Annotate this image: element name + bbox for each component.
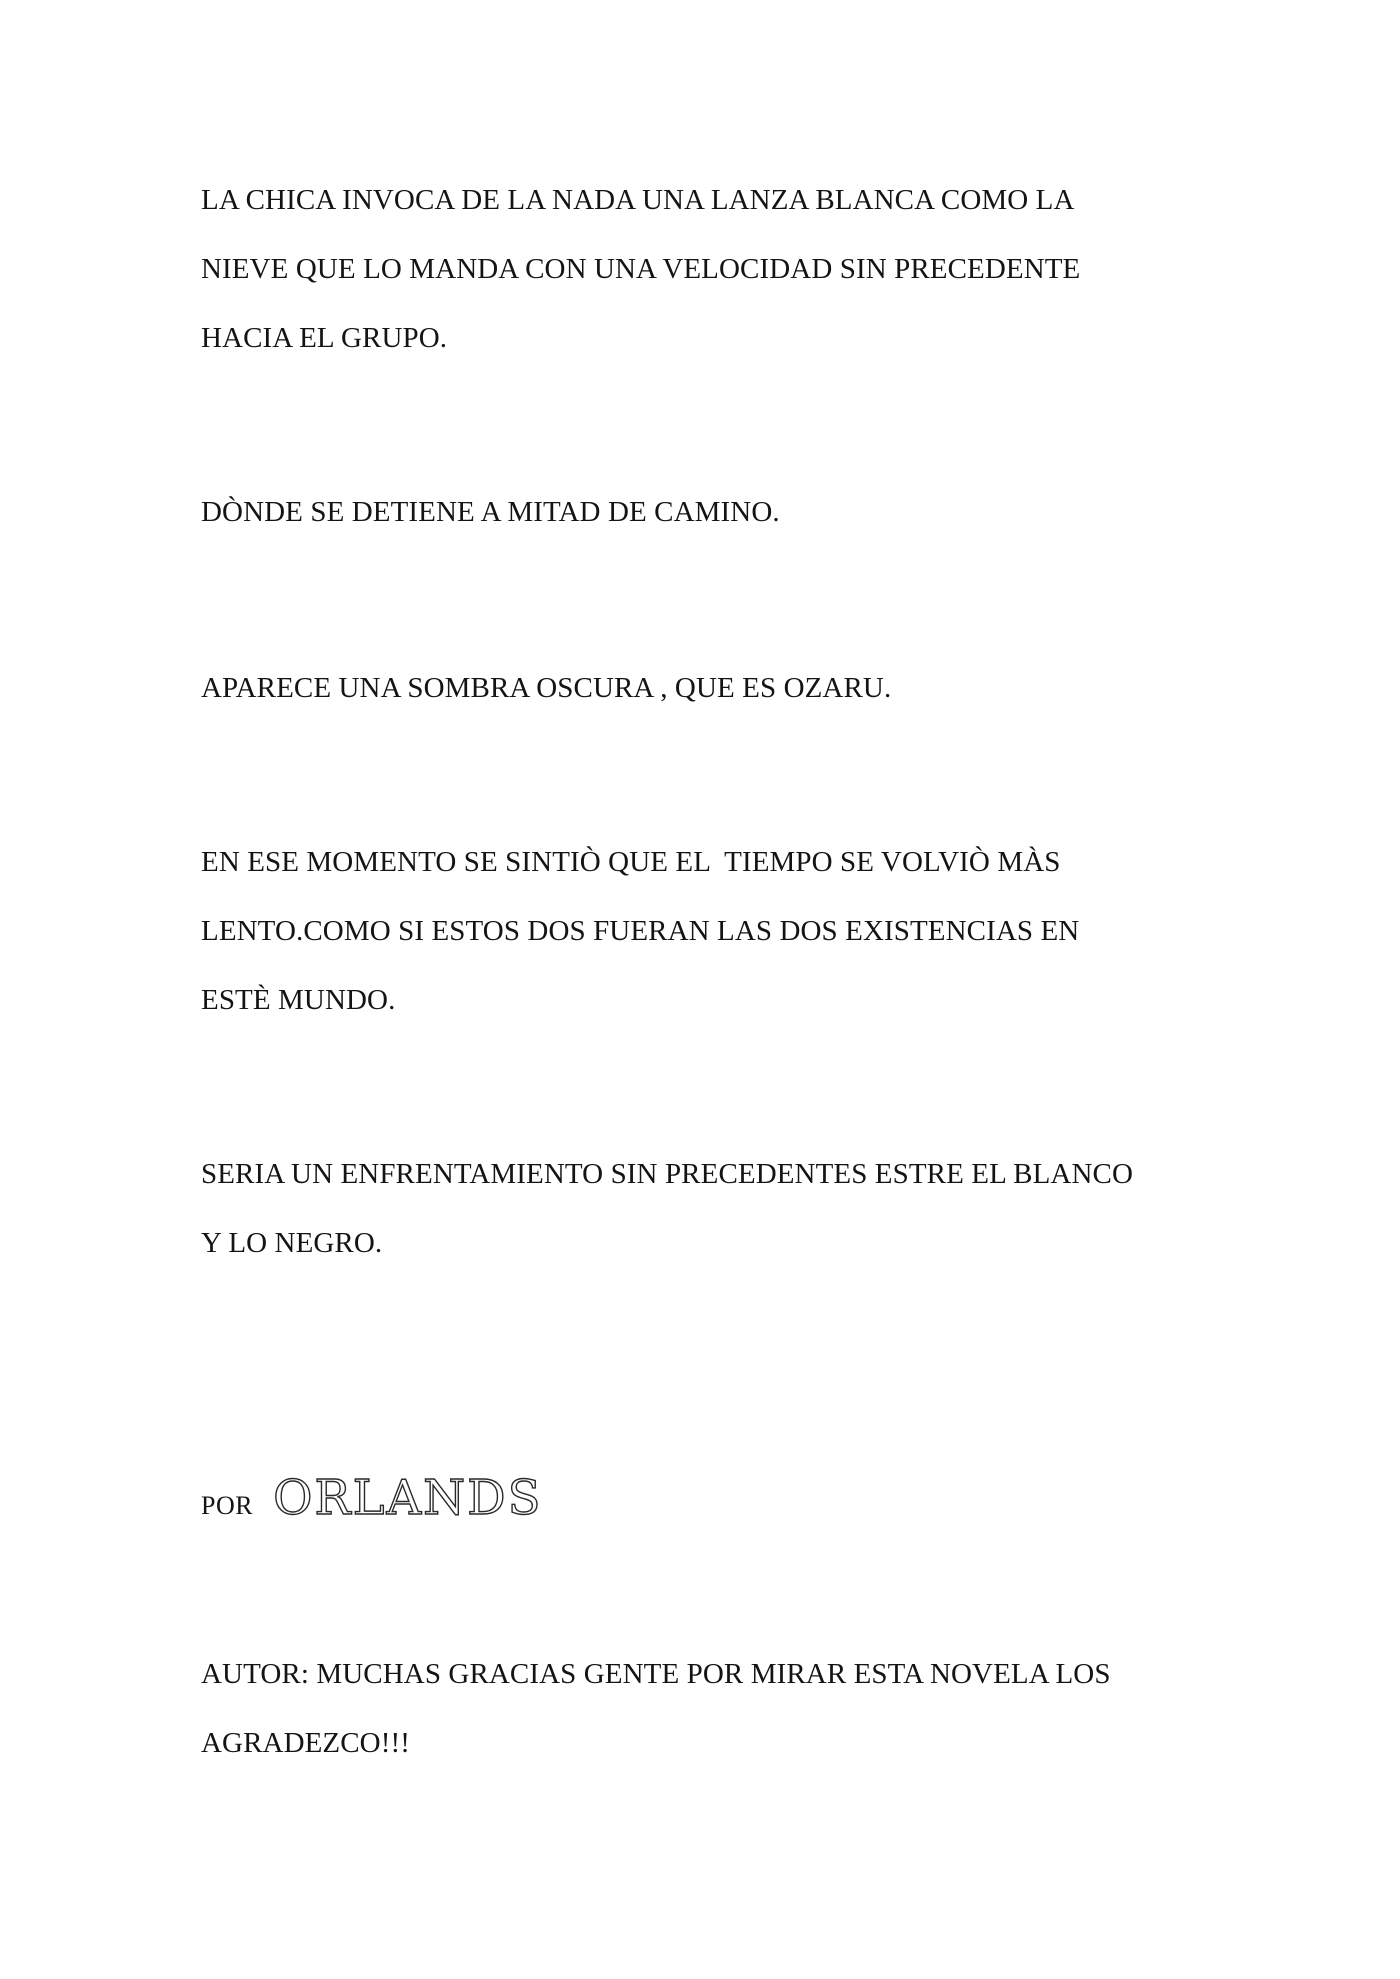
- paragraph-lance-summoned: [201, 166, 1261, 373]
- text-line: LENTO.COMO SI ESTOS DOS FUERAN LAS DOS EXISTENCIAS EN: [201, 915, 1080, 947]
- signature-name: ORLANDS: [273, 1470, 543, 1526]
- paragraph-dark-shadow: [201, 654, 1261, 723]
- text-line: AUTOR: MUCHAS GRACIAS GENTE POR MIRAR ESTA NOVELA LOS: [201, 1658, 1111, 1690]
- text-line: EN ESE MOMENTO SE SINTIÒ QUE EL TIEMPO SE VOLVIÒ MÀS: [201, 846, 1061, 878]
- paragraph-lance-stops: [201, 478, 1261, 547]
- text-line: LA CHICA INVOCA DE LA NADA UNA LANZA BLANCA COMO LA: [201, 184, 1075, 216]
- text-line: Y LO NEGRO.: [201, 1227, 383, 1259]
- text-line: HACIA EL GRUPO.: [201, 322, 448, 354]
- signature-prefix: POR: [201, 1491, 254, 1520]
- text-line: SERIA UN ENFRENTAMIENTO SIN PRECEDENTES ESTRE EL BLANCO: [201, 1158, 1133, 1190]
- text-line: APARECE UNA SOMBRA OSCURA , QUE ES OZARU.: [201, 672, 892, 704]
- text-line: ESTÈ MUNDO.: [201, 984, 396, 1016]
- paragraph-time-slows: [201, 828, 1261, 1035]
- author-signature: [201, 1470, 542, 1526]
- author-note: [201, 1640, 1261, 1778]
- text-line: NIEVE QUE LO MANDA CON UNA VELOCIDAD SIN PRECEDENTE: [201, 253, 1081, 285]
- paragraph-confrontation: [201, 1140, 1261, 1278]
- text-line: DÒNDE SE DETIENE A MITAD DE CAMINO.: [201, 496, 780, 528]
- text-line: AGRADEZCO!!!: [201, 1727, 411, 1759]
